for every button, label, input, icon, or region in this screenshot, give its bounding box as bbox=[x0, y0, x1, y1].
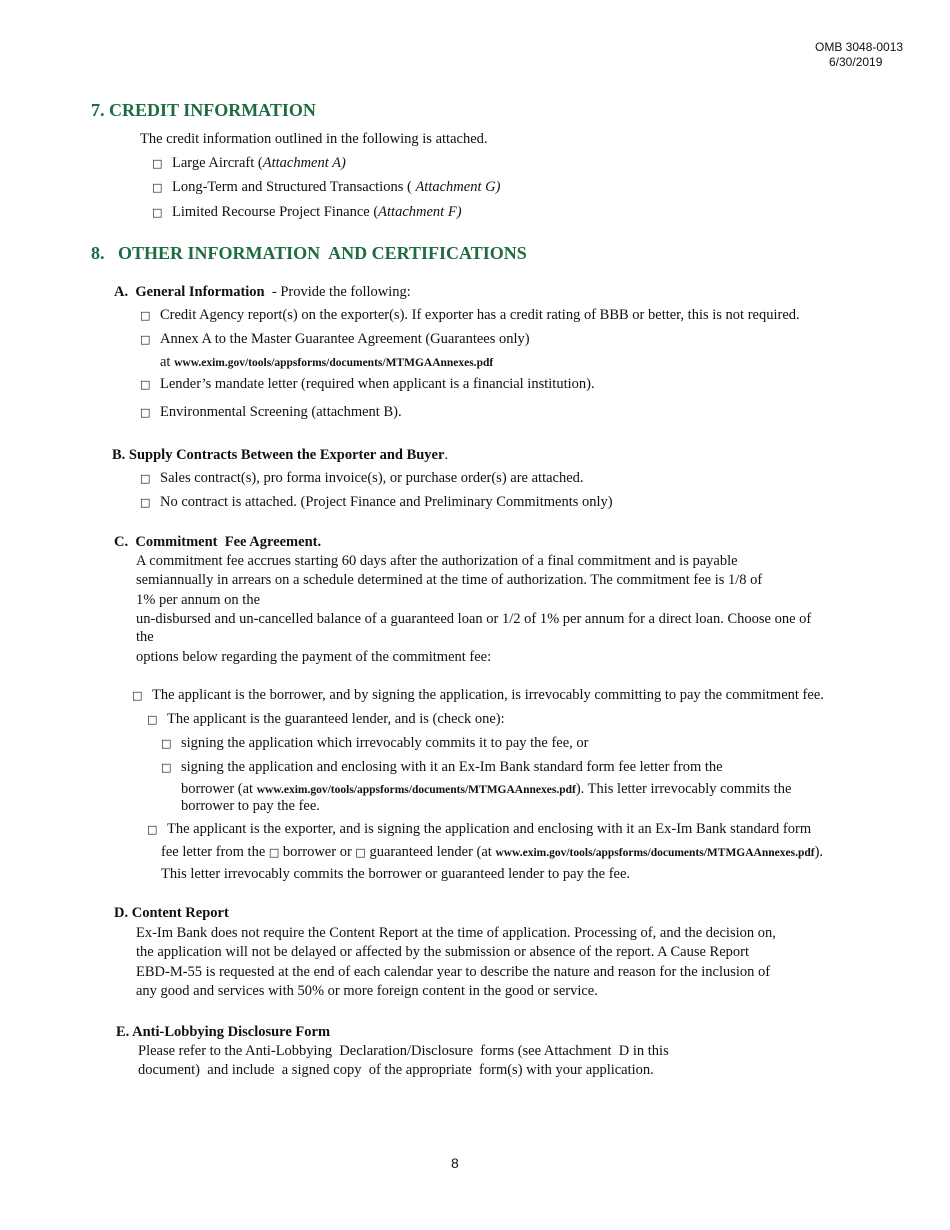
checkbox-sales-contract[interactable]: □ bbox=[140, 472, 151, 485]
commitment-fee-line: options below regarding the payment of the commitment fee: bbox=[136, 649, 492, 665]
subsection-c-heading: C. Commitment Fee Agreement. bbox=[114, 534, 322, 550]
checkbox-option-lender-sign[interactable]: □ bbox=[161, 737, 172, 750]
item-text: Sales contract(s), pro forma invoice(s), or purchase order(s) are attached. bbox=[160, 470, 584, 486]
credit-item-large-aircraft bbox=[152, 155, 346, 172]
item-text: Annex A to the Master Guarantee Agreement (Guarantees only) bbox=[160, 331, 530, 347]
checkbox-large-aircraft[interactable]: □ bbox=[152, 157, 163, 170]
checkbox-option-borrower[interactable]: □ bbox=[132, 689, 143, 702]
checkbox-exporter-borrower[interactable]: □ bbox=[268, 846, 280, 859]
subsection-a-suffix: - Provide the following: bbox=[264, 284, 411, 300]
checkbox-annex-a[interactable]: □ bbox=[140, 333, 151, 346]
option-exporter-line3: This letter irrevocably commits the borrower or guaranteed lender to pay the fee. bbox=[161, 866, 631, 882]
checkbox-option-exporter[interactable]: □ bbox=[147, 823, 158, 836]
credit-item-text: Limited Recourse Project Finance ( bbox=[172, 204, 379, 220]
subsection-d-heading: D. Content Report bbox=[114, 905, 229, 921]
option-text: signing the application and enclosing with it an Ex-Im Bank standard form fee letter from the bbox=[181, 759, 723, 775]
commitment-fee-line: 1% per annum on the bbox=[136, 592, 261, 608]
item-text: Environmental Screening (attachment B). bbox=[160, 404, 402, 420]
text-segment: ). This letter irrevocably commits the bbox=[575, 781, 792, 797]
item-mandate-letter bbox=[140, 376, 595, 393]
item-annex-a bbox=[140, 331, 530, 348]
annex-a-url[interactable]: www.exim.gov/tools/appsforms/documents/MTMGAAnnexes.pdf bbox=[174, 357, 494, 369]
subsection-b-title: B. Supply Contracts Between the Exporter and Buyer bbox=[112, 447, 445, 463]
option-text: The applicant is the guaranteed lender, and is (check one): bbox=[167, 711, 505, 727]
subsection-b-suffix: . bbox=[444, 447, 449, 463]
omb-number: OMB 3048-0013 bbox=[815, 40, 904, 54]
credit-item-project-finance bbox=[152, 204, 462, 221]
option-lender-fee-letter-line2 bbox=[181, 781, 791, 798]
credit-item-text: Large Aircraft ( bbox=[172, 155, 263, 171]
text-segment: borrower or bbox=[279, 844, 356, 860]
item-text: Lender’s mandate letter (required when applicant is a financial institution). bbox=[160, 376, 595, 392]
commitment-fee-line: semiannually in arrears on a schedule determined at the time of authorization. The commitment fee is 1/8 of bbox=[136, 572, 763, 588]
checkbox-option-guaranteed-lender[interactable]: □ bbox=[147, 713, 158, 726]
checkbox-credit-agency-report[interactable]: □ bbox=[140, 309, 151, 322]
item-sales-contract bbox=[140, 470, 584, 487]
option-lender-fee-letter-line3: borrower to pay the fee. bbox=[181, 798, 320, 814]
commitment-fee-line: the bbox=[136, 629, 154, 645]
option-lender-fee-letter bbox=[161, 759, 723, 776]
commitment-fee-line: un-disbursed and un-cancelled balance of a guaranteed loan or 1/2 of 1% per annum for a direct loan. Choose one of bbox=[136, 611, 812, 627]
content-report-line: EBD-M-55 is requested at the end of each calendar year to describe the nature and reason for the inclusion of bbox=[136, 964, 771, 980]
credit-item-attachment: Attachment A) bbox=[262, 155, 346, 171]
fee-letter-url[interactable]: www.exim.gov/tools/appsforms/documents/MTMGAAnnexes.pdf bbox=[256, 784, 576, 796]
checkbox-mandate-letter[interactable]: □ bbox=[140, 378, 151, 391]
item-text: Credit Agency report(s) on the exporter(s). If exporter has a credit rating of BBB or better, this is not required. bbox=[160, 307, 800, 323]
item-environmental-screening bbox=[140, 404, 402, 421]
subsection-e-heading: E. Anti-Lobbying Disclosure Form bbox=[116, 1024, 331, 1040]
section-8-title: 8. OTHER INFORMATION AND CERTIFICATIONS bbox=[91, 243, 527, 263]
credit-item-attachment: Attachment G) bbox=[415, 179, 501, 195]
text-segment: fee letter from the bbox=[161, 844, 269, 860]
anti-lobbying-line: document) and include a signed copy of the appropriate form(s) with your application. bbox=[138, 1062, 654, 1078]
credit-item-attachment: Attachment F) bbox=[378, 204, 462, 220]
exporter-fee-letter-url[interactable]: www.exim.gov/tools/appsforms/documents/MTMGAAnnexes.pdf bbox=[495, 847, 815, 859]
option-guaranteed-lender bbox=[147, 711, 505, 728]
annex-a-url-line bbox=[160, 354, 493, 371]
item-text: No contract is attached. (Project Finance and Preliminary Commitments only) bbox=[160, 494, 613, 510]
checkbox-environmental-screening[interactable]: □ bbox=[140, 406, 151, 419]
text-segment: ). bbox=[814, 844, 824, 860]
checkbox-no-contract[interactable]: □ bbox=[140, 496, 151, 509]
checkbox-exporter-guaranteed-lender[interactable]: □ bbox=[355, 846, 366, 859]
option-exporter bbox=[147, 821, 811, 838]
item-credit-agency-report bbox=[140, 307, 800, 324]
checkbox-option-lender-fee-letter[interactable]: □ bbox=[161, 761, 172, 774]
section-7-title: 7. CREDIT INFORMATION bbox=[91, 100, 316, 120]
checkbox-project-finance[interactable]: □ bbox=[152, 206, 163, 219]
section-7-intro: The credit information outlined in the following is attached. bbox=[140, 131, 488, 147]
subsection-a-heading bbox=[114, 284, 411, 301]
omb-date: 6/30/2019 bbox=[829, 55, 883, 69]
text-segment: borrower (at bbox=[181, 781, 257, 797]
content-report-line: Ex-Im Bank does not require the Content Report at the time of application. Processing of, and the decision on, bbox=[136, 925, 776, 941]
commitment-fee-line: A commitment fee accrues starting 60 days after the authorization of a final commitment and is payable bbox=[136, 553, 738, 569]
subsection-b-heading bbox=[112, 447, 448, 464]
option-text: The applicant is the exporter, and is signing the application and enclosing with it an Ex-Im Bank standard form bbox=[167, 821, 812, 837]
content-report-line: any good and services with 50% or more foreign content in the good or service. bbox=[136, 983, 598, 999]
page-number: 8 bbox=[451, 1155, 459, 1171]
anti-lobbying-line: Please refer to the Anti-Lobbying Declaration/Disclosure forms (see Attachment D in this bbox=[138, 1043, 669, 1059]
option-borrower bbox=[132, 687, 824, 704]
option-lender-sign bbox=[161, 735, 589, 752]
text-segment: guaranteed lender (at bbox=[365, 844, 496, 860]
option-text: signing the application which irrevocably commits it to pay the fee, or bbox=[181, 735, 589, 751]
item-no-contract bbox=[140, 494, 613, 511]
content-report-line: the application will not be delayed or affected by the submission or absence of the report. A Cause Report bbox=[136, 944, 749, 960]
credit-item-long-term bbox=[152, 179, 500, 196]
subsection-a-title: A. General Information bbox=[114, 284, 265, 300]
option-exporter-line2 bbox=[161, 844, 823, 861]
option-text: The applicant is the borrower, and by signing the application, is irrevocably committing to pay the commitment fee. bbox=[152, 687, 824, 703]
credit-item-text: Long-Term and Structured Transactions ( bbox=[172, 179, 416, 195]
checkbox-long-term[interactable]: □ bbox=[152, 181, 163, 194]
annex-a-at: at bbox=[160, 354, 175, 370]
